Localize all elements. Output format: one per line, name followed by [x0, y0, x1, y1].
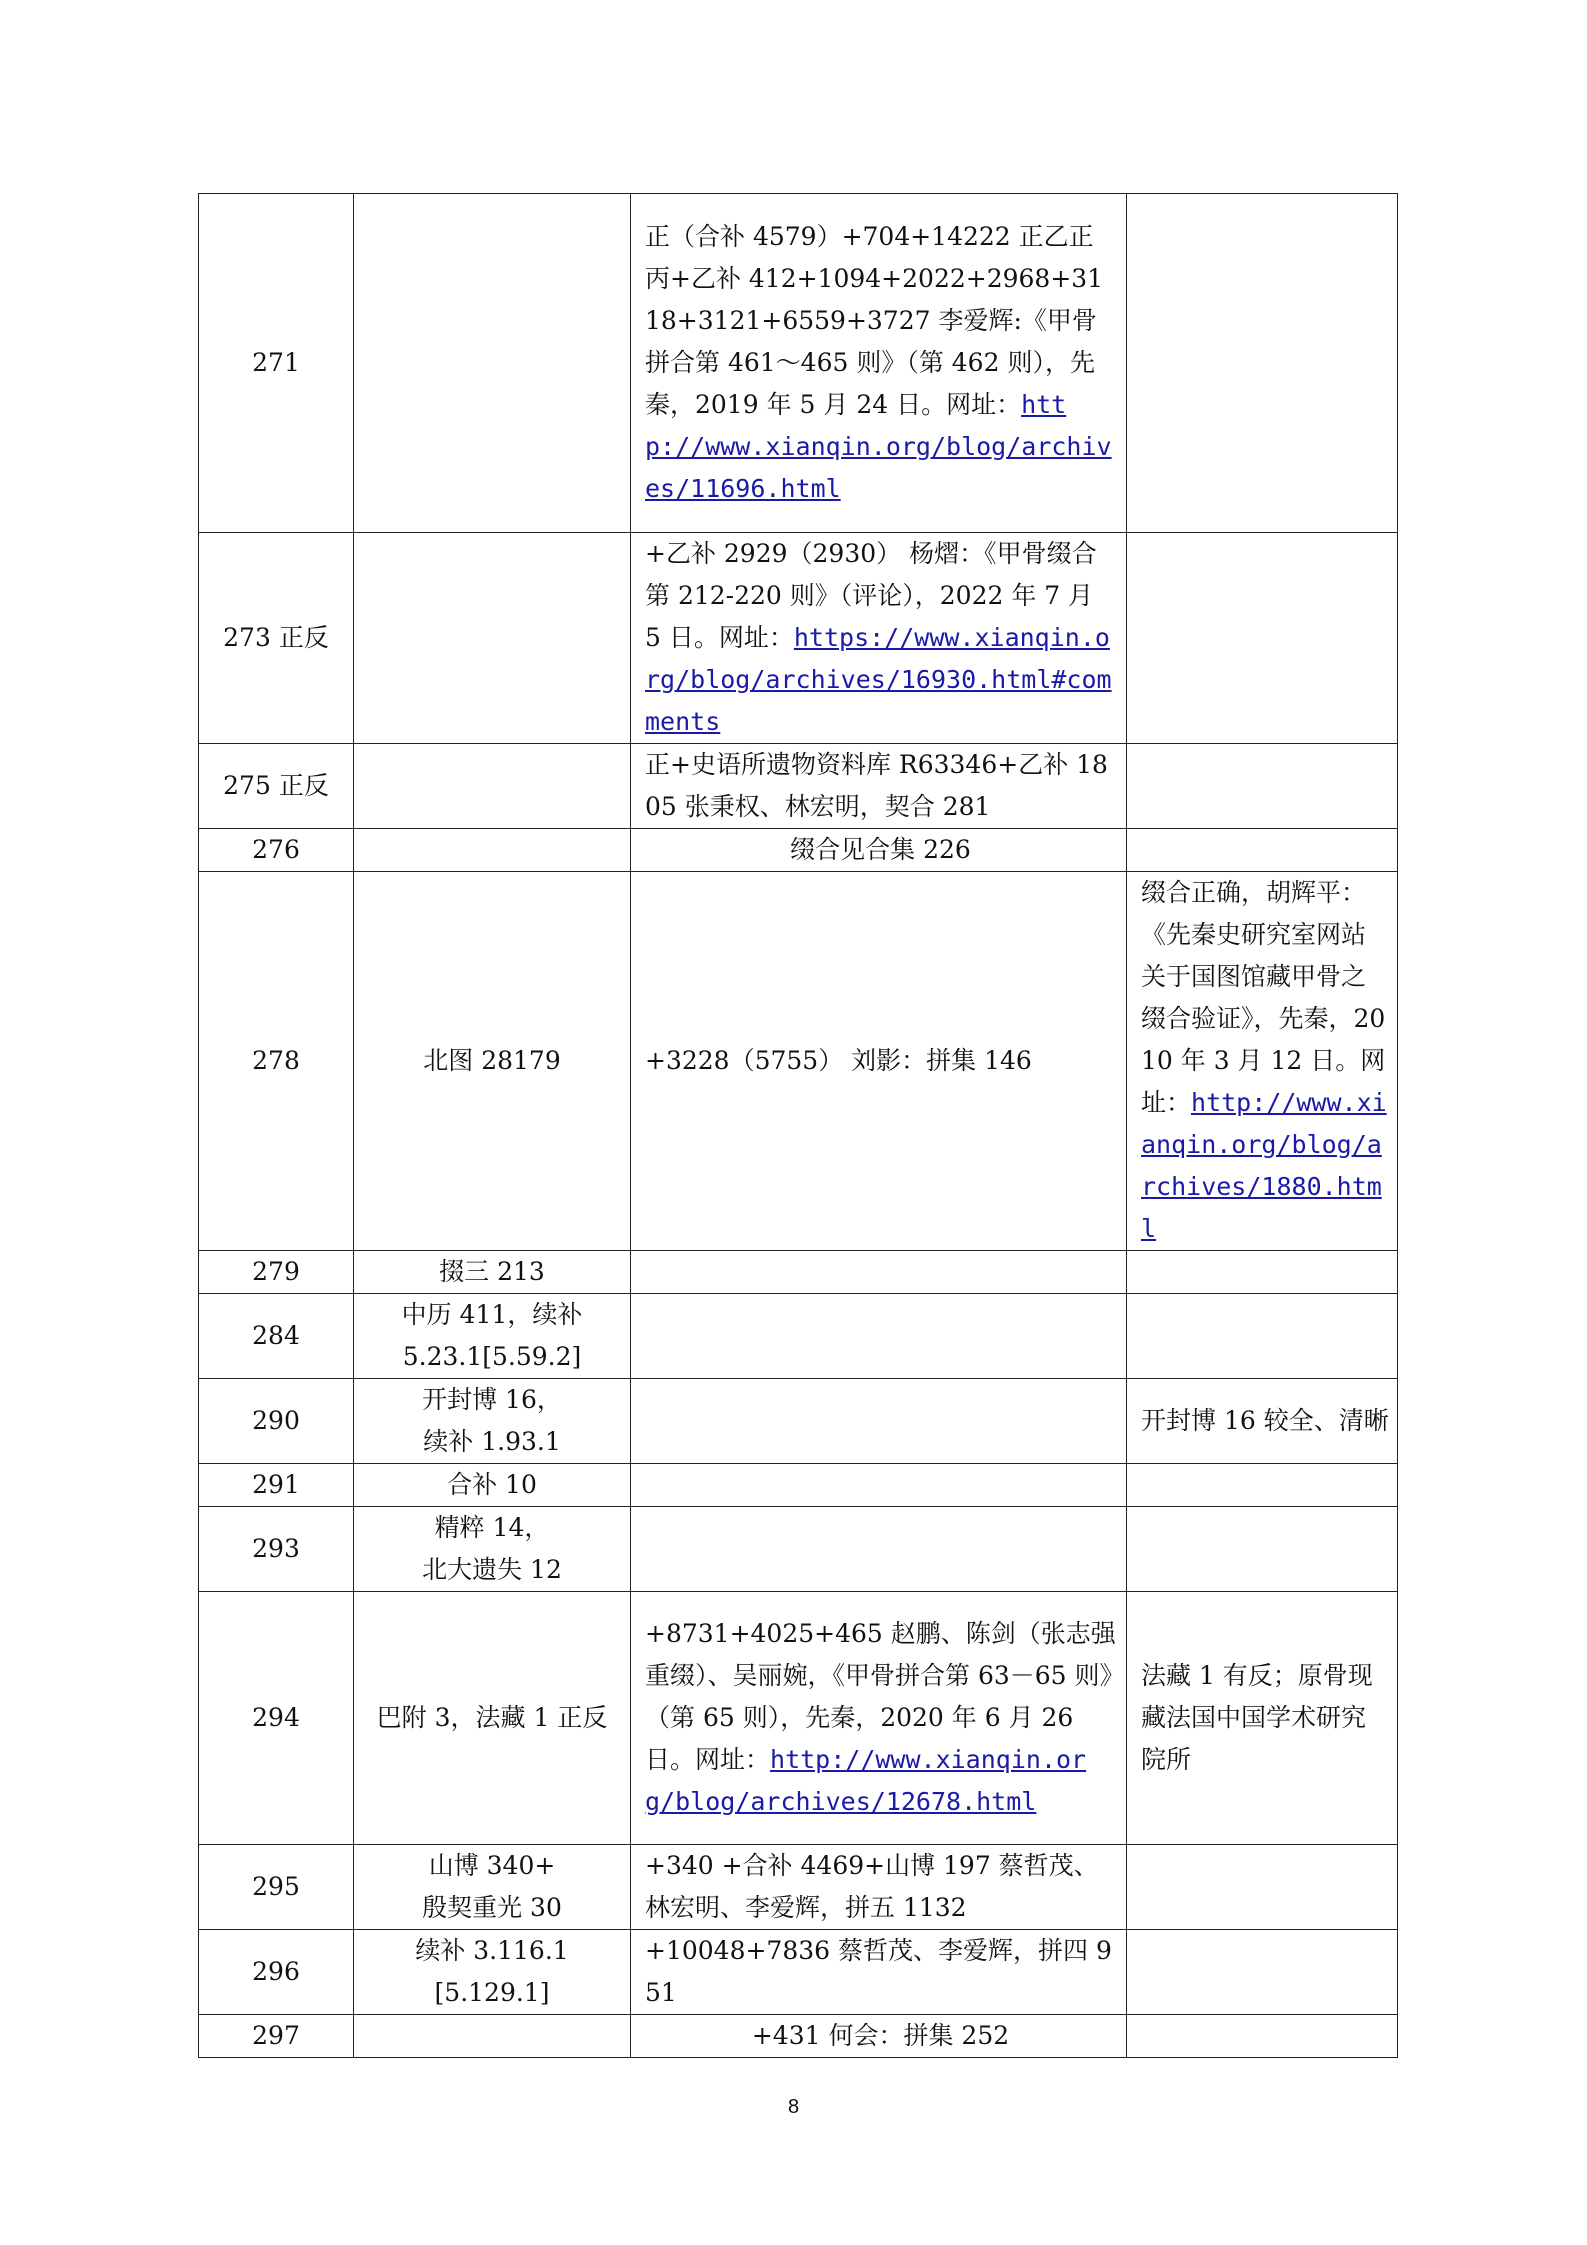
- table-row: [199, 1592, 1398, 1845]
- entry-number: 271: [199, 194, 354, 533]
- note-cell: [1127, 1930, 1398, 2015]
- source-cell: [354, 533, 631, 744]
- note-cell: [1127, 194, 1398, 533]
- note-cell: [1127, 1845, 1398, 1930]
- join-cell: +340 +合补 4469+山博 197 蔡哲茂、林宏明、李爱辉，拼五 1132: [631, 1845, 1127, 1930]
- entry-number: 278: [199, 872, 354, 1251]
- table-row: [199, 872, 1398, 1251]
- table-row: [199, 1507, 1398, 1592]
- join-cell: [631, 1294, 1127, 1379]
- join-text: 正（合补 4579）+704+14222 正乙正丙+乙补 412+1094+2022+2968+3118+3121+6559+3727 李爱辉:《甲骨拼合第 461～465 则》（第 462 则），先秦，2019 年 5 月 24 日。网址：: [645, 222, 1104, 419]
- note-cell: [1127, 1294, 1398, 1379]
- source-line: 开封博 16，: [422, 1385, 562, 1414]
- source-cell: [354, 1294, 631, 1379]
- table-row: [199, 1294, 1398, 1379]
- join-cell: [631, 1592, 1127, 1845]
- note-cell: [1127, 1507, 1398, 1592]
- source-line: 山博 340+: [428, 1851, 556, 1880]
- page-number: 8: [787, 2096, 800, 2118]
- table-row: [199, 1251, 1398, 1294]
- entry-number: 275 正反: [199, 744, 354, 829]
- note-cell: [1127, 533, 1398, 744]
- table-row: [199, 1930, 1398, 2015]
- join-cell: [631, 1464, 1127, 1507]
- note-cell: 开封博 16 较全、清晰: [1127, 1379, 1398, 1464]
- note-cell: 法藏 1 有反；原骨现藏法国中国学术研究院所: [1127, 1592, 1398, 1845]
- source-cell: 北图 28179: [354, 872, 631, 1251]
- source-line: 中历 411，续补: [401, 1300, 583, 1329]
- entry-number: 291: [199, 1464, 354, 1507]
- table-row: [199, 744, 1398, 829]
- source-line: 续补 1.93.1: [423, 1427, 561, 1456]
- source-line: [5.129.1]: [434, 1978, 550, 2007]
- source-cell: [354, 1379, 631, 1464]
- join-cell: +431 何会：拼集 252: [631, 2015, 1127, 2058]
- join-cell: [631, 194, 1127, 533]
- source-link[interactable]: https://www.xianqin.org/blog/archives/16930.html#comments: [645, 623, 1112, 736]
- source-line: 殷契重光 30: [422, 1893, 562, 1922]
- table-row: [199, 2015, 1398, 2058]
- join-cell: +10048+7836 蔡哲茂、李爱辉，拼四 951: [631, 1930, 1127, 2015]
- source-cell: [354, 744, 631, 829]
- entry-number: 284: [199, 1294, 354, 1379]
- entry-number: 293: [199, 1507, 354, 1592]
- source-cell: [354, 1845, 631, 1930]
- join-cell: [631, 1251, 1127, 1294]
- join-cell: [631, 533, 1127, 744]
- source-cell: [354, 1930, 631, 2015]
- source-cell: [354, 1507, 631, 1592]
- source-cell: 巴附 3，法藏 1 正反: [354, 1592, 631, 1845]
- note-cell: [1127, 1464, 1398, 1507]
- source-line: 北大遗失 12: [422, 1555, 562, 1584]
- source-cell: 合补 10: [354, 1464, 631, 1507]
- note-cell: [1127, 2015, 1398, 2058]
- table-row: [199, 1464, 1398, 1507]
- source-cell: 掇三 213: [354, 1251, 631, 1294]
- note-cell: [1127, 872, 1398, 1251]
- note-text: 缀合正确，胡辉平：《先秦史研究室网站关于国图馆藏甲骨之缀合验证》，先秦，2010 年 3 月 12 日。网址：: [1141, 878, 1386, 1117]
- join-cell: 缀合见合集 226: [631, 829, 1127, 872]
- note-link[interactable]: http://www.xianqin.org/blog/archives/1880.html: [1141, 1088, 1387, 1243]
- entry-number: 273 正反: [199, 533, 354, 744]
- join-text: +乙补 2929（2930） 杨熠：《甲骨缀合第 212-220 则》（评论），2022 年 7 月 5 日。网址：: [645, 539, 1097, 652]
- join-cell: 正+史语所遗物资料库 R63346+乙补 1805 张秉权、林宏明，契合 281: [631, 744, 1127, 829]
- join-text: +8731+4025+465 赵鹏、陈剑（张志强重缀）、吴丽婉，《甲骨拼合第 63－65 则》（第 65 则），先秦，2020 年 6 月 26 日。网址：: [645, 1619, 1116, 1774]
- join-cell: +3228（5755） 刘影：拼集 146: [631, 872, 1127, 1251]
- source-cell: [354, 194, 631, 533]
- note-cell: [1127, 744, 1398, 829]
- entry-number: 279: [199, 1251, 354, 1294]
- table-row: [199, 1845, 1398, 1930]
- source-line: 5.23.1[5.59.2]: [402, 1342, 582, 1371]
- source-line: 续补 3.116.1: [415, 1936, 569, 1965]
- entry-number: 296: [199, 1930, 354, 2015]
- table-row: [199, 533, 1398, 744]
- catalog-table: [198, 193, 1398, 2058]
- source-link[interactable]: http://www.xianqin.org/blog/archives/11696.html: [645, 390, 1112, 503]
- table-row: [199, 829, 1398, 872]
- join-cell: [631, 1379, 1127, 1464]
- entry-number: 297: [199, 2015, 354, 2058]
- note-cell: [1127, 1251, 1398, 1294]
- join-cell: [631, 1507, 1127, 1592]
- source-line: 精粹 14，: [434, 1513, 550, 1542]
- source-link[interactable]: http://www.xianqin.org/blog/archives/12678.html: [645, 1745, 1087, 1816]
- source-cell: [354, 829, 631, 872]
- source-cell: [354, 2015, 631, 2058]
- entry-number: 294: [199, 1592, 354, 1845]
- table-row: [199, 1379, 1398, 1464]
- entry-number: 295: [199, 1845, 354, 1930]
- entry-number: 276: [199, 829, 354, 872]
- note-cell: [1127, 829, 1398, 872]
- entry-number: 290: [199, 1379, 354, 1464]
- table-row: [199, 194, 1398, 533]
